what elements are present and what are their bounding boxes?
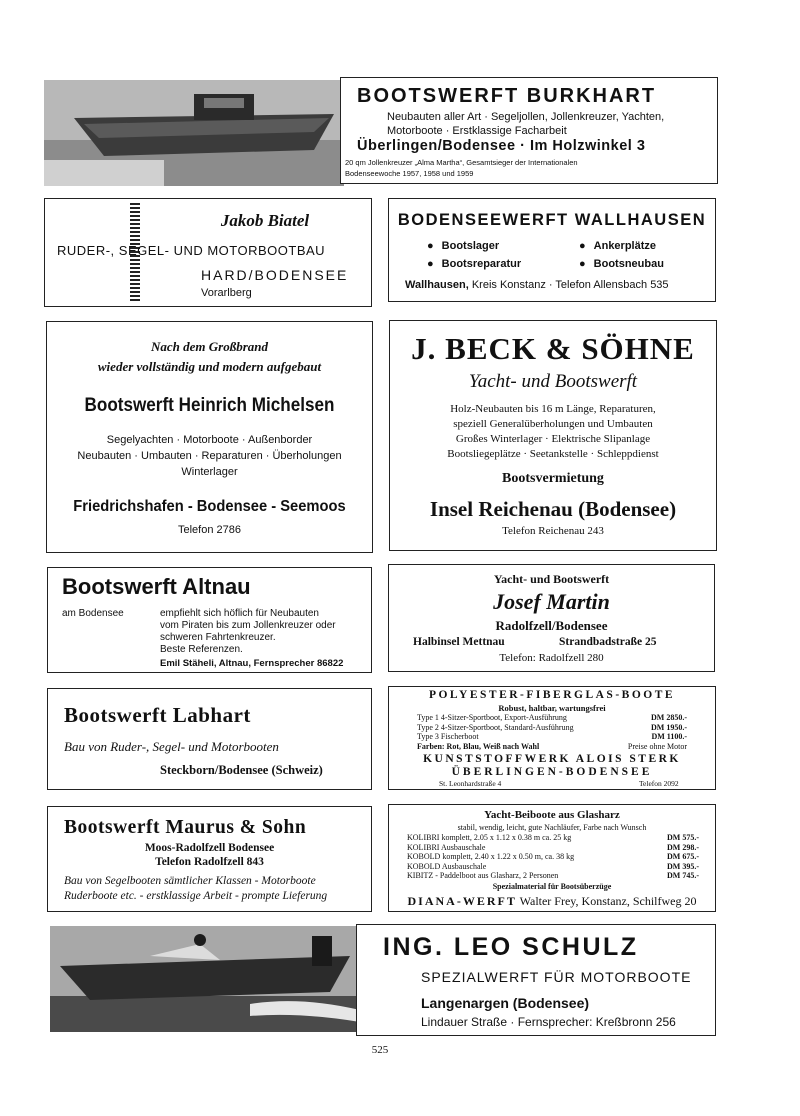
polyester-row-2 (417, 723, 687, 733)
wallhausen-footer (405, 279, 669, 291)
polyester-row-price: DM 1100.- (651, 732, 687, 741)
schulz-address: Langenargen (Bodensee) (421, 995, 590, 1011)
ad-maurus (47, 806, 372, 912)
martin-right: Strandbadstraße 25 (559, 636, 657, 648)
altnau-r2: vom Piraten bis zum Jollenkreuzer oder (160, 620, 336, 631)
polyester-phone: Telefon 2092 (639, 779, 679, 788)
ad-michelsen (46, 321, 373, 553)
wallhausen-footer-rest: Kreis Konstanz · Telefon Allensbach 535 (471, 279, 669, 291)
polyester-row-price: DM 2850.- (651, 713, 687, 722)
michelsen-name: Bootswerft Heinrich Michelsen (84, 395, 335, 416)
maurus-place: Moos-Radolfzell Bodensee (144, 842, 275, 854)
burkhart-line2: Motorboote · Erstklassige Facharbeit (387, 125, 567, 137)
ad-schulz (356, 924, 716, 1036)
diana-row-price: DM 395.- (667, 861, 699, 871)
polyester-nomotor: Preise ohne Motor (627, 741, 687, 751)
wallhausen-name: BODENSEEWERFT WALLHAUSEN (397, 211, 707, 229)
beck-line4: Bootsliegeplätze · Seetankstelle · Schleppdienst (447, 448, 659, 460)
altnau-left: am Bodensee (62, 608, 124, 619)
altnau-r3: schweren Fahrtenkreuzer. (160, 632, 276, 643)
beck-phone: Telefon Reichenau 243 (502, 525, 604, 537)
michelsen-line3: Winterlager (181, 466, 238, 478)
diana-row-label: KOLIBRI Ausbauschale (407, 842, 486, 852)
diana-footer-rest: Walter Frey, Konstanz, Schilfweg 20 (519, 894, 697, 908)
burkhart-note2: Bodenseewoche 1957, 1958 und 1959 (345, 169, 474, 178)
diana-row-price: DM 675.- (667, 852, 699, 861)
diana-row-label: KOBOLD komplett, 2.40 x 1.22 x 0.50 m, ca. 38 kg (407, 852, 575, 861)
wallhausen-footer-place: Wallhausen, (405, 279, 469, 291)
diana-row-2 (407, 843, 699, 853)
beck-line3: Großes Winterlager · Elektrische Slipanlage (455, 433, 651, 445)
polyester-row-1 (417, 713, 687, 723)
ad-labhart (47, 688, 372, 790)
diana-row-label: KIBITZ - Paddelboot aus Glasharz, 2 Personen (407, 871, 559, 880)
labhart-address: Steckborn/Bodensee (Schweiz) (160, 763, 323, 777)
beck-line2: speziell Generalüberholungen und Umbauten (453, 418, 653, 430)
diana-row-price: DM 575.- (667, 833, 699, 842)
biatel-line3: Vorarlberg (201, 287, 252, 299)
altnau-r1: empfiehlt sich höflich für Neubauten (160, 608, 319, 619)
martin-place: Radolfzell/Bodensee (495, 618, 608, 633)
diana-row-3 (407, 852, 699, 862)
martin-left: Halbinsel Mettnau (413, 636, 505, 648)
maurus-name: Bootswerft Maurus & Sohn (64, 817, 307, 838)
beck-address: Insel Reichenau (Bodensee) (429, 497, 677, 521)
diana-row-price: DM 745.- (667, 871, 699, 880)
burkhart-address: Überlingen/Bodensee · Im Holzwinkel 3 (357, 138, 646, 154)
polyester-row-price: DM 1950.- (651, 722, 687, 732)
diana-title: Yacht-Beiboote aus Glasharz (484, 809, 620, 821)
wallhausen-item-3: ● Bootsreparatur (427, 258, 521, 270)
polyester-row-label: Type 1 4-Sitzer-Sportboot, Export-Ausführung (417, 713, 567, 722)
ad-wallhausen (388, 198, 716, 302)
biatel-line2: HARD/BODENSEE (201, 267, 349, 283)
polyester-row-label: Type 2 4-Sitzer-Sportboot, Standard-Ausführung (417, 722, 574, 732)
polyester-price-list (417, 713, 687, 751)
diana-row-label: KOBOLD Ausbauschale (407, 861, 487, 871)
ad-altnau (47, 567, 372, 673)
altnau-footer: Emil Stäheli, Altnau, Fernsprecher 86822 (160, 658, 344, 669)
michelsen-line1: Segelyachten · Motorboote · Außenborder (106, 434, 313, 446)
polyester-company1: KUNSTSTOFFWERK ALOIS STERK (423, 753, 681, 765)
michelsen-phone: Telefon 2786 (178, 524, 241, 536)
ad-beck (389, 320, 717, 551)
schulz-sub: SPEZIALWERFT FÜR MOTORBOOTE (421, 969, 692, 985)
polyester-company2: ÜBERLINGEN-BODENSEE (451, 766, 653, 778)
altnau-r4: Beste Referenzen. (160, 644, 243, 655)
diana-row-price: DM 298.- (667, 842, 699, 852)
polyester-street: St. Leonhardstraße 4 (439, 779, 502, 788)
beck-line1: Holz-Neubauten bis 16 m Länge, Reparaturen, (450, 403, 656, 415)
polyester-title: POLYESTER-FIBERGLAS-BOOTE (428, 689, 676, 701)
polyester-row-label: Type 3 Fischerboot (417, 732, 479, 741)
beck-sub: Yacht- und Bootswerft (468, 371, 638, 392)
michelsen-top1: Nach dem Großbrand (150, 339, 268, 354)
biatel-line1: RUDER-, SEGEL- UND MOTORBOOTBAU (57, 243, 326, 258)
maurus-line1: Bau von Segelbooten sämtlicher Klassen - Motorboote (64, 875, 316, 887)
diana-row-5 (407, 871, 699, 881)
michelsen-top2: wieder vollständig und modern aufgebaut (97, 359, 322, 374)
schulz-footer: Lindauer Straße · Fernsprecher: Kreßbronn 256 (421, 1015, 676, 1029)
ad-polyester (388, 686, 716, 790)
diana-price-list (407, 833, 699, 881)
beck-name: J. BECK & SÖHNE (411, 331, 695, 366)
polyester-row-3 (417, 732, 687, 742)
burkhart-line1: Neubauten aller Art · Segeljollen, Jollenkreuzer, Yachten, (387, 111, 665, 123)
page-number: 525 (371, 1044, 389, 1056)
diana-footer (389, 894, 715, 909)
polyester-colors-row (417, 742, 687, 752)
ad-burkhart (340, 77, 718, 184)
martin-name: Josef Martin (493, 589, 610, 614)
martin-top: Yacht- und Bootswerft (493, 572, 610, 586)
schulz-name: ING. LEO SCHULZ (383, 933, 639, 961)
labhart-line: Bau von Ruder-, Segel- und Motorbooten (64, 739, 279, 754)
biatel-name: Jakob Biatel (220, 211, 310, 230)
ad-biatel (44, 198, 372, 307)
michelsen-line2: Neubauten · Umbauten · Reparaturen · Überholungen (77, 450, 342, 462)
labhart-name: Bootswerft Labhart (64, 703, 251, 727)
diana-footer-name: DIANA-WERFT (407, 894, 517, 908)
michelsen-address: Friedrichshafen - Bodensee - Seemoos (73, 498, 346, 515)
boat-photo-burkhart (44, 80, 344, 186)
maurus-phone: Telefon Radolfzell 843 (155, 856, 264, 868)
diana-sub: stabil, wendig, leicht, gute Nachläufer, Farbe nach Wunsch (457, 823, 647, 832)
wallhausen-item-4: ● Bootsneubau (579, 258, 664, 270)
ad-diana (388, 804, 716, 912)
martin-phone: Telefon: Radolfzell 280 (499, 652, 604, 664)
polyester-sub: Robust, haltbar, wartungsfrei (498, 703, 606, 713)
diana-row-4 (407, 862, 699, 872)
sailboat-illustration (44, 80, 344, 186)
burkhart-note1: 20 qm Jollenkreuzer „Alma Martha“, Gesamtsieger der Internationalen (345, 158, 578, 167)
ad-martin (388, 564, 715, 672)
beck-rental: Bootsvermietung (502, 471, 604, 486)
diana-row-1 (407, 833, 699, 843)
diana-row-label: KOLIBRI komplett, 2.05 x 1.12 x 0.38 m ca. 25 kg (407, 833, 572, 842)
burkhart-name: BOOTSWERFT BURKHART (357, 85, 657, 107)
motorboat-illustration (50, 926, 360, 1032)
altnau-name: Bootswerft Altnau (62, 574, 251, 599)
maurus-line2: Ruderboote etc. - erstklassige Arbeit - prompte Lieferung (64, 890, 328, 902)
diana-special: Spezialmaterial für Bootsüberzüge (492, 882, 612, 891)
wallhausen-item-1: ● Bootslager (427, 240, 499, 252)
polyester-colors: Farben: Rot, Blau, Weiß nach Wahl (417, 741, 540, 751)
wallhausen-item-2: ● Ankerplätze (579, 240, 656, 252)
motorboat-photo-schulz (50, 926, 360, 1032)
